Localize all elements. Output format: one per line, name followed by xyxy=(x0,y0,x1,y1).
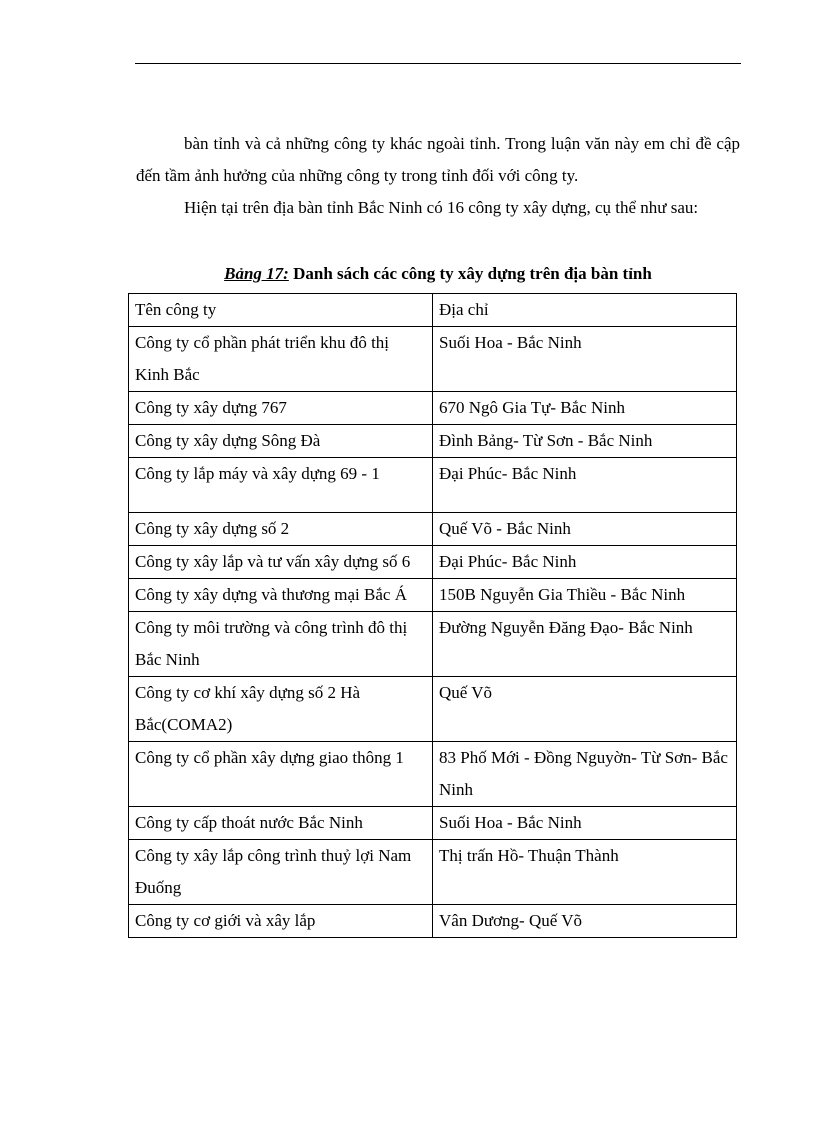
company-name: Công ty xây dựng số 2 xyxy=(129,513,433,546)
table-row xyxy=(129,677,737,742)
header-rule xyxy=(135,63,741,64)
company-address: Đại Phúc- Bắc Ninh xyxy=(433,546,737,579)
company-address: Đường Nguyễn Đăng Đạo- Bắc Ninh xyxy=(433,612,737,677)
table-row xyxy=(129,579,737,612)
company-address: Quế Võ xyxy=(433,677,737,742)
table-row xyxy=(129,392,737,425)
company-name: Công ty môi trường và công trình đô thị Bắc Ninh xyxy=(129,612,433,677)
company-name: Công ty xây lắp và tư vấn xây dựng số 6 xyxy=(129,546,433,579)
table-header-row xyxy=(129,294,737,327)
table-caption-label: Bảng 17: xyxy=(224,264,289,283)
header-address: Địa chỉ xyxy=(433,294,737,327)
company-address: 83 Phố Mới - Đồng Nguyờn- Từ Sơn- Bắc Ninh xyxy=(433,742,737,807)
table-caption-text: Danh sách các công ty xây dựng trên địa bàn tỉnh xyxy=(288,264,652,283)
company-address: 670 Ngô Gia Tự- Bắc Ninh xyxy=(433,392,737,425)
company-address: Quế Võ - Bắc Ninh xyxy=(433,513,737,546)
paragraph-2: Hiện tại trên địa bàn tỉnh Bắc Ninh có 16 công ty xây dựng, cụ thể như sau: xyxy=(184,198,699,217)
table-row xyxy=(129,546,737,579)
table-row xyxy=(129,807,737,840)
header-company-name: Tên công ty xyxy=(129,294,433,327)
company-name: Công ty xây lắp công trình thuỷ lợi Nam Đuống xyxy=(129,840,433,905)
table-caption xyxy=(136,262,740,286)
table-row xyxy=(129,425,737,458)
company-name: Công ty xây dựng và thương mại Bắc Á xyxy=(129,579,433,612)
company-address: 150B Nguyễn Gia Thiều - Bắc Ninh xyxy=(433,579,737,612)
company-table xyxy=(128,293,737,938)
company-name: Công ty cổ phần xây dựng giao thông 1 xyxy=(129,742,433,807)
table-row xyxy=(129,513,737,546)
company-address: Vân Dương- Quế Võ xyxy=(433,905,737,938)
company-name: Công ty cổ phần phát triển khu đô thị Kinh Bắc xyxy=(129,327,433,392)
company-name: Công ty xây dựng 767 xyxy=(129,392,433,425)
company-address: Suối Hoa - Bắc Ninh xyxy=(433,327,737,392)
company-name: Công ty cấp thoát nước Bắc Ninh xyxy=(129,807,433,840)
company-address: Suối Hoa - Bắc Ninh xyxy=(433,807,737,840)
company-name: Công ty cơ giới và xây lắp xyxy=(129,905,433,938)
paragraph-1: bàn tỉnh và cả những công ty khác ngoài tỉnh. Trong luận văn này em chỉ đề cập đến tầm ảnh hưởng của những công ty trong tỉnh đối với công ty. xyxy=(136,134,740,185)
table-row xyxy=(129,458,737,513)
table-row xyxy=(129,742,737,807)
company-address: Đại Phúc- Bắc Ninh xyxy=(433,458,737,513)
company-name: Công ty xây dựng Sông Đà xyxy=(129,425,433,458)
table-row xyxy=(129,612,737,677)
table-row xyxy=(129,905,737,938)
company-address: Thị trấn Hồ- Thuận Thành xyxy=(433,840,737,905)
table-row xyxy=(129,840,737,905)
company-name: Công ty cơ khí xây dựng số 2 Hà Bắc(COMA2) xyxy=(129,677,433,742)
table-row xyxy=(129,327,737,392)
body-text xyxy=(136,128,740,224)
company-name: Công ty lắp máy và xây dựng 69 - 1 xyxy=(129,458,433,513)
company-address: Đình Bảng- Từ Sơn - Bắc Ninh xyxy=(433,425,737,458)
